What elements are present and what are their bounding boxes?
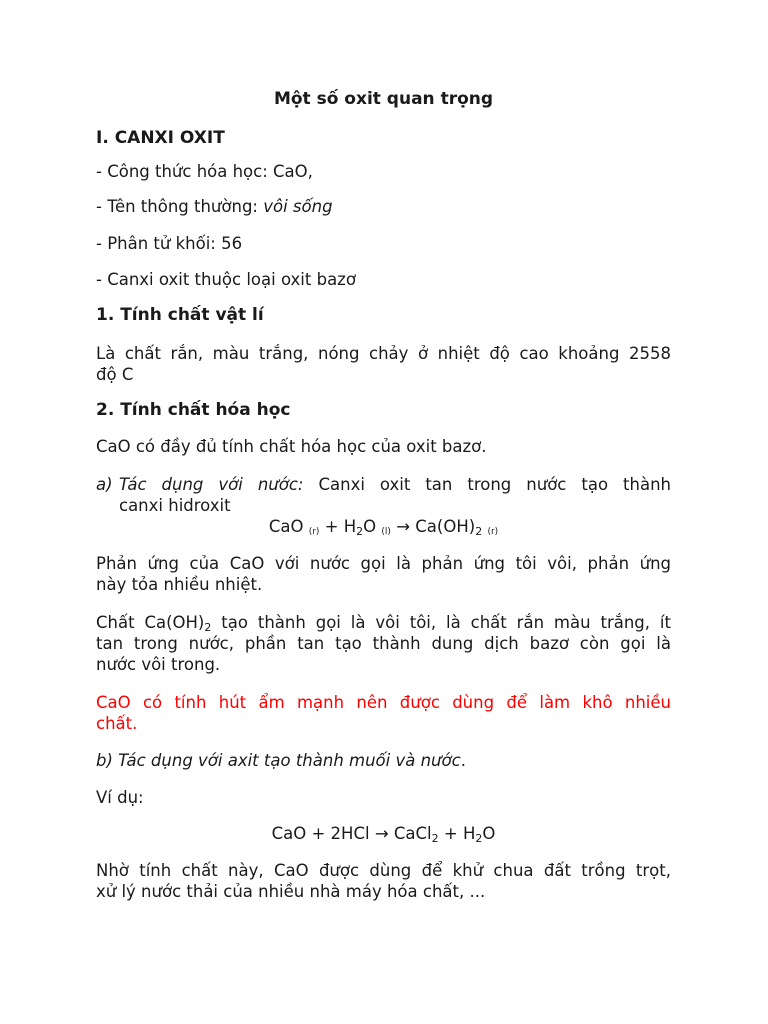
fact-label: - Phân tử khối: [96,234,222,253]
equation-2: CaO + 2HCl → CaCl$_2$ + $H_2O$ [271,824,496,845]
highlight-line-2: chất. [96,714,138,733]
para2-start: Chất $Ca(OH)_2$ tạo thành gọi là vôi tôi, là chất rắn màu trắng, ít [96,613,671,634]
eq1-product: $Ca(OH)_2$ [415,517,483,538]
eq1-state-solid-2: (r) [487,527,499,537]
paragraph-2-line-3: nước vôi trong. [96,655,221,674]
item-b-dot: . [460,751,466,770]
fact-common-name [96,196,333,217]
physical-heading: 1. Tính chất vật lí [96,305,264,325]
highlight-line-1: CaO có tính hút ẩm mạnh nên được dùng để làm khô nhiều [96,693,671,712]
physical-line-2: độ C [96,365,134,384]
chemical-intro: CaO có đầy đủ tính chất hóa học của oxit bazơ. [96,437,487,456]
paragraph-1-line-1: Phản ứng của CaO với nước gọi là phản ứng tôi vôi, phản ứng [96,554,671,573]
fact-molar-mass [96,233,242,254]
item-b-text: b) Tác dụng với axit tạo thành muối và nước [96,751,461,770]
eq1-state-liquid: (l) [381,527,391,537]
document-page [96,0,671,1024]
fact-label: - Canxi oxit thuộc loại oxit bazơ [96,270,356,289]
eq1-state-solid: (r) [308,527,320,537]
eq1-water: $H_2O$ [343,517,377,538]
paragraph-3-line-2: xử lý nước thải của nhiều nhà máy hóa chất, ... [96,882,486,901]
equation-1 [96,516,671,543]
item-a-label: a) [96,475,113,494]
eq1-cao: CaO [268,517,304,536]
fact-formula [96,161,313,182]
item-a-line-2: canxi hidroxit [119,496,231,515]
eq1-plus: + [324,517,339,536]
page-title: Một số oxit quan trọng [273,89,494,109]
chemical-heading: 2. Tính chất hóa học [96,400,291,420]
paragraph-3-line-1: Nhờ tính chất này, CaO được dùng để khử chua đất trồng trọt, [96,861,671,880]
example-label: Ví dụ: [96,788,144,807]
fact-value: 56 [221,234,243,253]
section-heading: I. CANXI OXIT [96,128,225,148]
paragraph-1-line-2: này tỏa nhiều nhiệt. [96,575,263,594]
fact-label: - Tên thông thường: [96,197,264,216]
item-b [96,750,466,771]
fact-label: - Công thức hóa học: [96,162,274,181]
fact-value: CaO, [273,162,313,181]
physical-line-1: Là chất rắn, màu trắng, nóng chảy ở nhiệt độ cao khoảng 2558 [96,344,671,363]
paragraph-2-line-2: tan trong nước, phần tan tạo thành dung dịch bazơ còn gọi là [96,634,671,653]
item-a-line-1 [119,474,671,495]
fact-classification [96,269,356,290]
item-a-italic: Tác dụng với nước: [119,475,304,494]
item-a-text: Canxi oxit tan trong nước tạo thành [318,475,671,494]
eq1-arrow: → [396,517,411,536]
fact-value: vôi sống [263,197,333,216]
